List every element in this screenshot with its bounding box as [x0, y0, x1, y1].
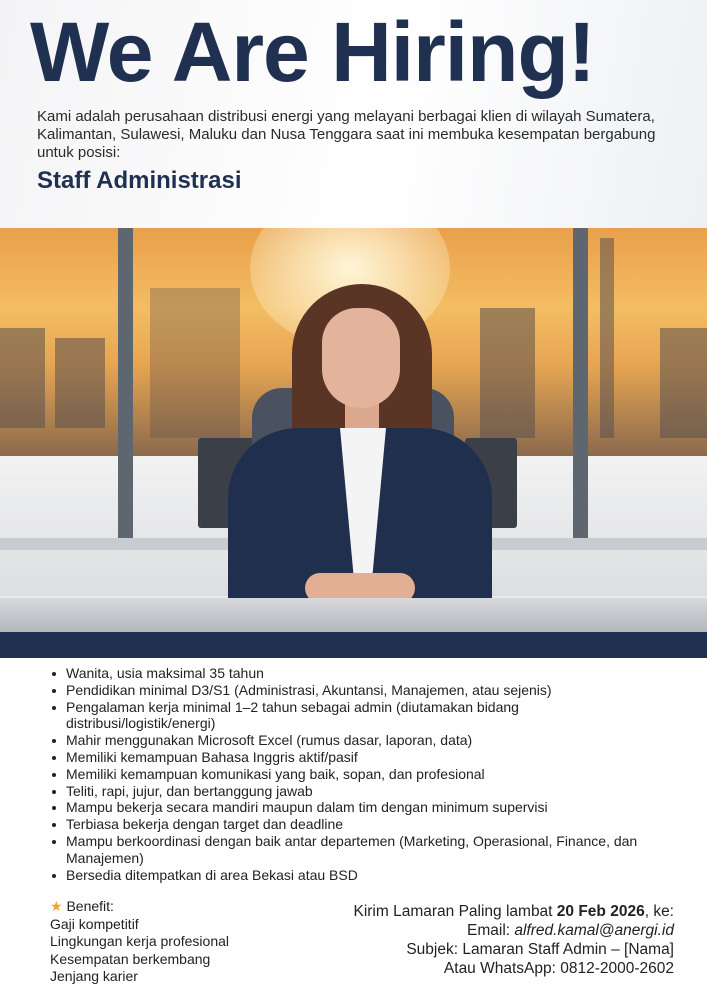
- list-item: Terbiasa bekerja dengan target dan deadline: [52, 816, 672, 833]
- list-item: Mahir menggunakan Microsoft Excel (rumus dasar, laporan, data): [52, 732, 672, 749]
- benefit-label: Benefit:: [66, 898, 114, 914]
- whatsapp-text: Atau WhatsApp: 0812-2000-2602: [443, 960, 674, 977]
- benefit-section: [50, 898, 229, 986]
- list-item: Memiliki kemampuan komunikasi yang baik, sopan, dan profesional: [52, 766, 672, 783]
- benefit-item: Gaji kompetitif: [50, 915, 139, 932]
- email-link[interactable]: alfred.kamal@anergi.id: [514, 922, 674, 939]
- divider-band: [0, 632, 707, 658]
- list-item: Mampu bekerja secara mandiri maupun dalam tim dengan minimum supervisi: [52, 799, 672, 816]
- list-item: Teliti, rapi, jujur, dan bertanggung jawab: [52, 783, 672, 800]
- email-label: Email:: [467, 922, 515, 939]
- page-title: We Are Hiring!: [30, 5, 595, 99]
- office-photo: [0, 228, 707, 632]
- header-section: [0, 0, 707, 228]
- requirements-list: [52, 665, 672, 883]
- list-item: Pendidikan minimal D3/S1 (Administrasi, Akuntansi, Manajemen, atau sejenis): [52, 682, 672, 699]
- list-item: Wanita, usia maksimal 35 tahun: [52, 665, 672, 682]
- list-item: Bersedia ditempatkan di area Bekasi atau BSD: [52, 867, 672, 884]
- deadline: 20 Feb 2026: [556, 903, 645, 920]
- apply-text-suffix: , ke:: [644, 903, 674, 920]
- subject-text: Subjek: Lamaran Staff Admin – [Nama]: [406, 941, 674, 958]
- apply-text: Kirim Lamaran Paling lambat: [353, 903, 557, 920]
- apply-section: [353, 902, 674, 978]
- list-item: Mampu berkoordinasi dengan baik antar departemen (Marketing, Operasional, Finance, dan Manajemen): [52, 833, 672, 867]
- list-item: Pengalaman kerja minimal 1–2 tahun sebagai admin (diutamakan bidang distribusi/logistik/energi): [52, 699, 572, 733]
- star-icon: ★: [50, 898, 63, 914]
- list-item: Memiliki kemampuan Bahasa Inggris aktif/pasif: [52, 749, 672, 766]
- benefit-item: Lingkungan kerja profesional: [50, 933, 230, 949]
- position-title: Staff Administrasi: [37, 167, 242, 194]
- benefit-item: Jenjang karier: [50, 968, 138, 984]
- intro-text: Kami adalah perusahaan distribusi energi yang melayani berbagai klien di wilayah Sumatera, Kalimantan, Sulawesi, Maluku dan Nusa Tenggara saat ini membuka kesempatan bergabung untuk posisi:: [37, 108, 656, 161]
- benefit-item: Kesempatan berkembang: [50, 950, 211, 967]
